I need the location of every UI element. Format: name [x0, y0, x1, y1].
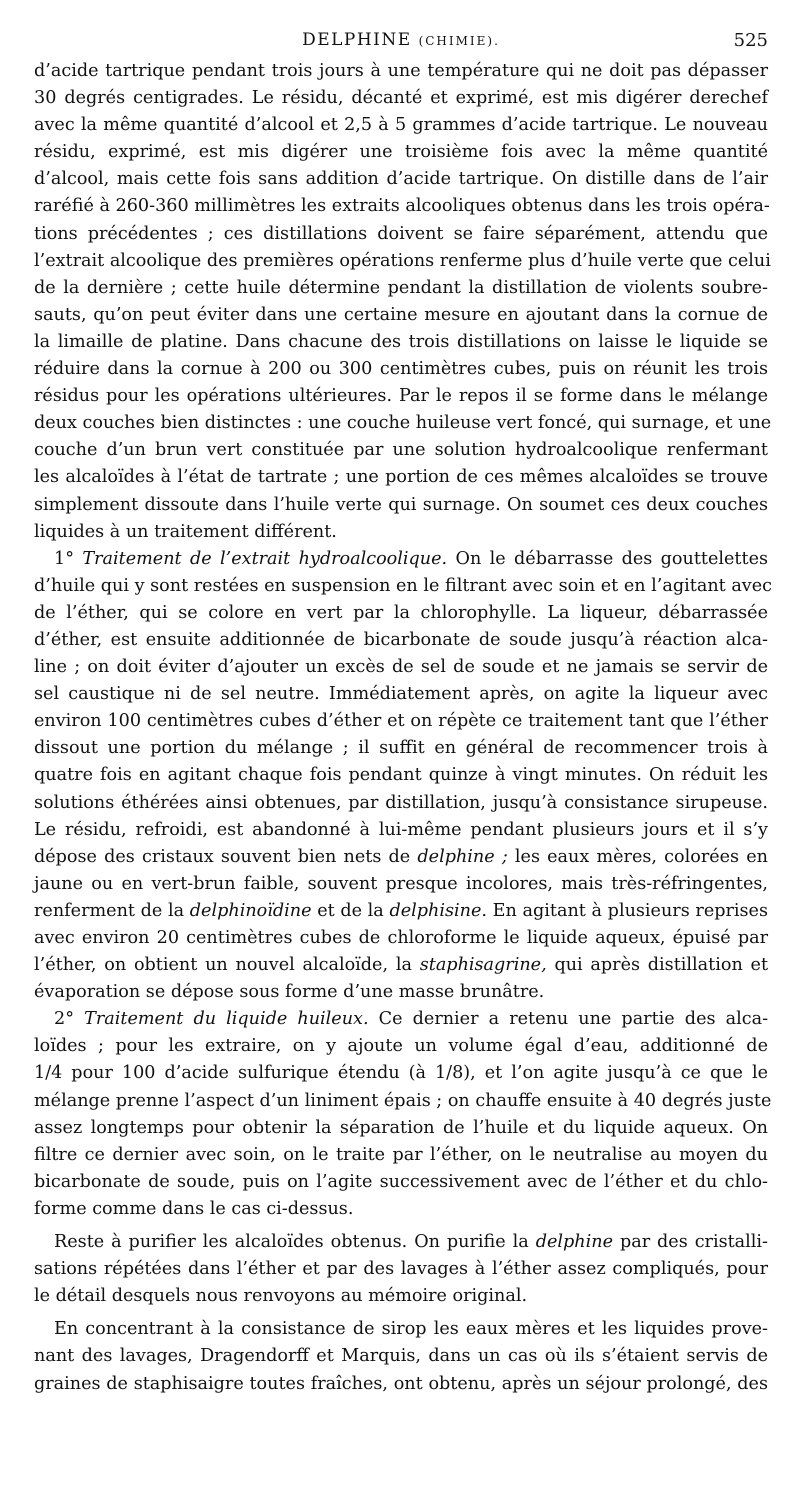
section-2-heading: Traitement du liquide huileux. — [84, 1009, 369, 1030]
section-2-number: 2° — [54, 1009, 74, 1030]
page — [34, 28, 773, 1398]
text-line: sel caustique ni de sel neutre. Immédiatement après, on agite la liqueur avec — [34, 684, 768, 705]
text-line: forme comme dans le cas ci-dessus. — [34, 1198, 354, 1219]
text-span: l’éther, on obtient un nouvel alcaloïde, la — [34, 955, 412, 976]
section-2-heading-rest: Ce dernier a retenu une partie des alca- — [378, 1009, 769, 1030]
section-1-heading-line — [34, 546, 768, 573]
text-line: d’acide tartrique pendant trois jours à une température qui ne doit pas dépasser — [34, 61, 768, 81]
text-line: couche d’un brun vert constituée par une solution hydroalcoolique renfermant — [34, 440, 768, 461]
text-span: les eaux mères, colorées en — [514, 846, 768, 867]
text-line: solutions éthérées ainsi obtenues, par distillation, jusqu’à consistance sirupeuse. — [34, 792, 768, 813]
section-1-number: 1° — [54, 548, 74, 569]
text-line: quatre fois en agitant chaque fois pendant quinze à vingt minutes. On réduit les — [34, 765, 768, 786]
text-span: renferment de la — [34, 900, 185, 921]
text-line: tions précédentes ; ces distillations doivent se faire séparément, attendu que — [34, 223, 768, 244]
paragraph-purification — [34, 1229, 768, 1310]
text-line: filtre ce dernier avec soin, on le traite par l’éther, on le neutralise au moyen du — [34, 1144, 768, 1165]
text-line: de la dernière ; cette huile détermine pendant la distillation de violents soubre- — [34, 277, 768, 298]
text-line: réduire dans la cornue à 200 ou 300 centimètres cubes, puis on réunit les trois — [34, 359, 768, 380]
running-title-sub: (CHIMIE). — [418, 34, 500, 48]
text-line: de l’éther, qui se colore en vert par la chlorophylle. La liqueur, débarrassée — [34, 602, 768, 623]
page-number: 525 — [733, 30, 768, 51]
running-title — [34, 30, 768, 50]
text-line: les alcaloïdes à l’état de tartrate ; une portion de ces mêmes alcaloïdes se trouve — [34, 467, 768, 488]
text-line: dissout une portion du mélange ; il suffit en général de recommencer trois à — [34, 738, 768, 759]
paragraph-intro — [34, 58, 772, 546]
text-line: deux couches bien distinctes : une couche huileuse vert foncé, qui surnage, et une — [34, 413, 772, 434]
text-line: jaune ou en vert-brun faible, souvent presque incolores, mais très-réfringentes, — [34, 873, 768, 894]
text-line: d’huile qui y sont restées en suspension en le filtrant avec soin et en l’agitant avec — [34, 575, 773, 596]
text-span: et de la — [317, 900, 384, 921]
text-line: line ; on doit éviter d’ajouter un excès de sel de soude et ne jamais se servir de — [34, 657, 768, 678]
text-line: raréfié à 260-360 millimètres les extraits alcooliques obtenus dans les trois opéra- — [34, 196, 770, 217]
text-line: d’éther, est ensuite additionnée de bicarbonate de soude jusqu’à réaction alca- — [34, 629, 768, 650]
section-1-heading: Traitement de l’extrait hydroalcoolique. — [82, 548, 448, 569]
text-line: 1/4 pour 100 d’acide sulfurique étendu (à 1/8), et l’on agite jusqu’à ce que le — [34, 1063, 768, 1084]
text-line: avec environ 20 centimètres cubes de chloroforme le liquide aqueux, épuisé par — [34, 928, 768, 948]
text-line: avec la même quantité d’alcool et 2,5 à 5 grammes d’acide tartrique. Le nouveau — [34, 115, 768, 136]
section-1-heading-rest: On le débarrasse des gouttelettes — [455, 548, 769, 569]
text-line: En concentrant à la consistance de sirop les eaux mères et les liquides prove- — [54, 1319, 768, 1340]
text-line — [34, 898, 768, 925]
text-line: sations répétées dans l’éther et par des lavages à l’éther assez compliqués, pour — [34, 1259, 768, 1280]
text-line: mélange prenne l’aspect d’un liniment épais ; on chauffe ensuite à 40 degrés juste — [34, 1090, 772, 1111]
text-line: Le résidu, refroidi, est abandonné à lui-même pendant plusieurs jours et il s’y — [34, 819, 768, 840]
text-line — [34, 1229, 768, 1256]
text-line: d’alcool, mais cette fois sans addition d’acide tartrique. On distille dans de l’air — [34, 169, 768, 190]
text-span: Reste à purifier les alcaloïdes obtenus. On purifie la — [54, 1232, 529, 1253]
text-span: En agitant à plusieurs reprises — [492, 900, 769, 921]
section-1 — [34, 546, 773, 1007]
text-span: dépose des cristaux souvent bien nets de — [34, 846, 411, 867]
running-header — [34, 28, 768, 58]
text-line: le détail desquels nous renvoyons au mémoire original. — [34, 1286, 528, 1307]
text-line: loïdes ; pour les extraire, on y ajoute un volume égal d’eau, additionné de — [34, 1036, 768, 1057]
alkaloid-name: delphine — [535, 1232, 613, 1253]
text-line: environ 100 centimètres cubes d’éther et on répète ce traitement tant que l’éther — [34, 711, 768, 732]
text-line: sauts, qu’on peut éviter dans une certaine mesure en ajoutant dans la cornue de — [34, 304, 768, 325]
alkaloid-name: delphinoïdine — [189, 900, 312, 921]
text-line: l’extrait alcoolique des premières opérations renferme plus d’huile verte que celui — [34, 250, 771, 271]
section-2-heading-line — [34, 1006, 768, 1033]
text-line: graines de staphisaigre toutes fraîches, ont obtenu, après un séjour prolongé, des — [34, 1373, 768, 1394]
text-line: résidu, exprimé, est mis digérer une troisième fois avec la même quantité — [34, 142, 768, 163]
text-line: nant des lavages, Dragendorff et Marquis, dans un cas où ils s’étaient servis de — [34, 1346, 768, 1367]
text-line: résidus pour les opérations ultérieures. Par le repos il se forme dans le mélange — [34, 386, 768, 407]
alkaloid-name: delphine ; — [417, 846, 508, 867]
alkaloid-name: staphisagrine, — [419, 955, 547, 976]
text-line: bicarbonate de soude, puis on l’agite successivement avec de l’éther et du chlo- — [34, 1171, 768, 1192]
paragraph-mother-liquors — [34, 1316, 768, 1397]
text-line: la limaille de platine. Dans chacune des trois distillations on laisse le liquide se — [34, 331, 768, 352]
section-2 — [34, 1006, 772, 1223]
running-title-main: DELPHINE — [302, 30, 412, 50]
text-line: évaporation se dépose sous forme d’une masse brunâtre. — [34, 982, 545, 1003]
alkaloid-name: delphisine. — [389, 900, 487, 921]
text-line — [34, 844, 768, 871]
text-span: qui après distillation et — [554, 955, 769, 976]
text-line: 30 degrés centigrades. Le résidu, décanté et exprimé, est mis digérer derechef — [34, 88, 768, 109]
text-line: liquides à un traitement différent. — [34, 521, 337, 542]
text-line — [34, 952, 768, 979]
text-line: simplement dissoute dans l’huile verte qui surnage. On soumet ces deux couches — [34, 494, 768, 515]
text-line: assez longtemps pour obtenir la séparation de l’huile et du liquide aqueux. On — [34, 1117, 768, 1138]
text-span: par des cristalli- — [619, 1232, 769, 1253]
